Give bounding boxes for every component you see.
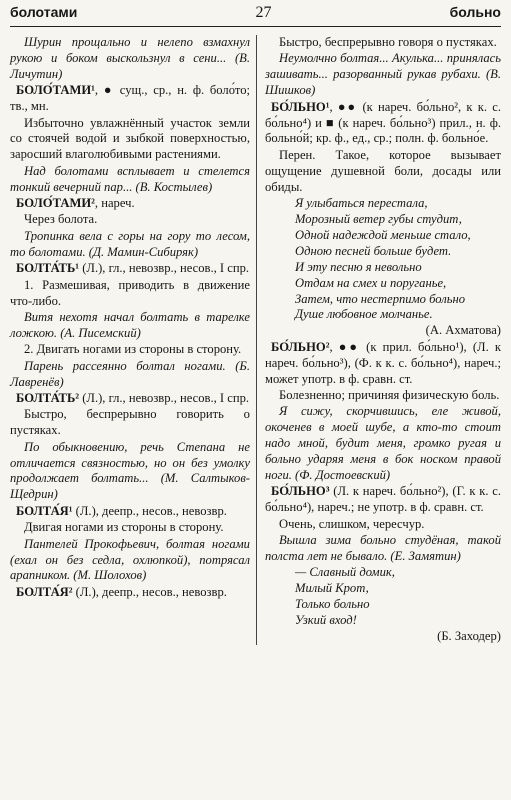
dictionary-entry — [10, 391, 250, 407]
left-column — [10, 35, 256, 645]
example-quote: По обыкновению, речь Степана не отличается связностью, но он без умолку продолжает болтать... (М. Салтыков-Щедрин) — [10, 439, 250, 502]
example-quote: Пантелей Прокофьевич, болтая ногами (ехал он без седла, охлюпкой), потрясал арапником. (М. Шолохов) — [10, 536, 250, 583]
definition-text: Болезненно; причиняя физическую боль. — [278, 387, 500, 402]
left-running-headword: болотами — [10, 4, 78, 20]
definition-text: Быстро, беспрерывно говоря о пустяках. — [278, 35, 497, 49]
entry-headword: БОЛТА́ТЬ² — [16, 390, 80, 405]
entry-grammar: (Л.), гл., невозвр., несов., I спр. — [79, 261, 250, 276]
definition-text: Избыточно увлажнённый участок земли со стоячей водой и зыбкой поверхностью, заросший влаголюбивыми растениями. — [10, 115, 250, 162]
verse-line: Морозный ветер губы студит, — [294, 211, 462, 226]
verse-line: Я улыбаться перестала, — [294, 196, 428, 211]
entry-headword: БОЛТА́Я¹ — [16, 503, 73, 518]
verse-line: — Славный домик, — [294, 565, 395, 580]
verse-line: Отдам на смех и поруганье, — [294, 275, 447, 290]
definition-text: 2. Двигать ногами из стороны в сторону. — [24, 342, 242, 357]
entry-headword: БО́ЛЬНО³ — [270, 484, 330, 499]
right-column — [256, 35, 501, 645]
example-quote: Тропинка вела с горы на гору то лесом, то болотами. (Д. Мамин-Сибиряк) — [10, 228, 250, 259]
entry-grammar: , ●● (к прил. бо́льно¹), (Л. к нареч. бо́льно³), (Ф. к к. с. бо́льно⁴), нареч.; может употр. в ф. сравн. ст. — [264, 339, 501, 386]
verse-line: Милый Крот, — [294, 581, 369, 596]
verse-line: Только больно — [294, 597, 370, 612]
verse-line: Одною песней больше будет. — [294, 243, 452, 258]
entry-headword: БОЛО́ТАМИ¹ — [16, 83, 95, 98]
dictionary-entry — [10, 504, 250, 520]
quote-author: (Б. Заходер) — [437, 629, 501, 644]
example-quote: Витя нехотя начал болтать в тарелке ложкою. (А. Писемский) — [10, 309, 250, 340]
right-running-headword: больно — [449, 4, 501, 20]
verse-line: Душе любовное молчанье. — [294, 307, 433, 322]
dictionary-entry — [265, 340, 501, 388]
definition-text: Двигая ногами из стороны в сторону. — [24, 520, 224, 535]
entry-grammar: , ●● (к нареч. бо́льно², к к. с. бо́льно⁴) и ■ (к нареч. бо́льно³) прил., н. ф. больно́й; кр. ф., ед., ср.; полн. ф. больно́е. — [264, 99, 501, 146]
entry-headword: БОЛТА́ТЬ¹ — [16, 261, 80, 276]
dictionary-entry — [10, 83, 250, 115]
entry-grammar: , ● сущ., ср., н. ф. боло́то; тв., мн. — [10, 83, 250, 114]
dictionary-entry — [265, 484, 501, 516]
example-quote: Вышла зима больно студёная, такой полста лет не бывало. (Е. Замятин) — [264, 533, 501, 563]
entry-headword: БО́ЛЬНО¹ — [270, 99, 330, 114]
entry-grammar: (Л. к нареч. бо́льно²), (Г. к к. с. бо́льно⁴), нареч.; не употр. в ф. сравн. ст. — [264, 484, 501, 515]
verse-line: И эту песню я невольно — [294, 259, 422, 274]
example-quote: Неумолчно болтая... Акулька... принялась зашивать... разорванный рукав рубахи. (В. Шишков) — [264, 51, 501, 98]
verse-line: Затем, что нестерпимо больно — [294, 291, 466, 306]
entry-headword: БО́ЛЬНО² — [270, 339, 330, 354]
example-quote: Парень рассеянно болтал ногами. (Б. Лавренёв) — [10, 358, 250, 389]
entry-grammar: (Л.), гл., невозвр., несов., I спр. — [79, 390, 250, 405]
dictionary-entry — [10, 585, 250, 601]
definition-text: 1. Размешивая, приводить в движение что-либо. — [10, 277, 250, 308]
example-quote: Над болотами всплывает и стелется тонкий вечерний пар... (В. Костылев) — [10, 163, 250, 194]
definition-text: Быстро, беспрерывно говорить о пустяках. — [10, 407, 250, 438]
verse-line: Узкий вход! — [294, 613, 357, 628]
definition-text: Очень, слишком, чересчур. — [278, 516, 425, 531]
page-header — [10, 4, 501, 27]
verse-line: Одной надеждой меньше стало, — [294, 227, 471, 242]
quote-author: (А. Ахматова) — [425, 323, 501, 338]
dictionary-entry — [10, 196, 250, 212]
page-number: 27 — [255, 4, 272, 21]
entry-grammar: (Л.), деепр., несов., невозвр. — [72, 503, 227, 518]
definition-text: Через болота. — [24, 212, 98, 227]
dictionary-entry — [10, 261, 250, 277]
entry-grammar: , нареч. — [94, 196, 135, 211]
definition-text: Перен. Такое, которое вызывает ощущение душевной боли, досады или обиды. — [264, 147, 501, 194]
dictionary-entry — [265, 100, 501, 148]
entry-headword: БОЛО́ТАМИ² — [16, 196, 95, 211]
example-quote: Шурин прощально и нелепо взмахнул рукою и боком выскользнул в сени... (В. Личутин) — [10, 35, 250, 81]
example-quote: Я сижу, скорчившись, еле живой, окоченев в моей шубе, а кто-то стоит надо мной, будит меня, громко ругая и больно ударяя меня в бок носком правой ноги. (Ф. Достоевский) — [264, 404, 501, 482]
entry-headword: БОЛТА́Я² — [16, 584, 73, 599]
entry-grammar: (Л.), деепр., несов., невозвр. — [72, 584, 227, 599]
